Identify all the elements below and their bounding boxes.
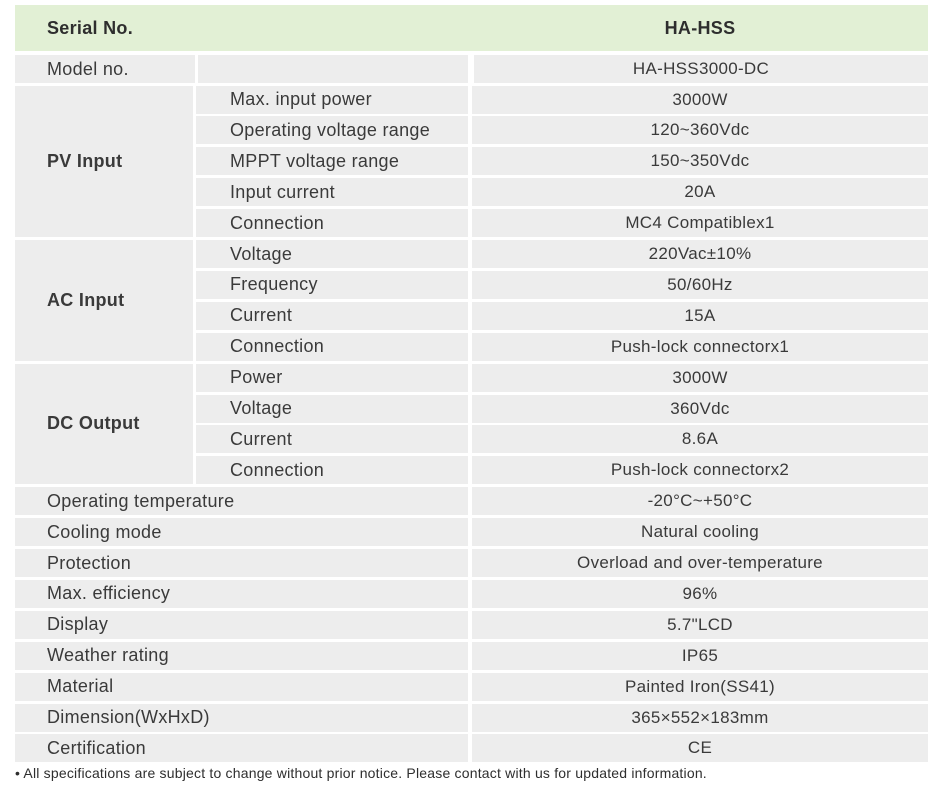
spec-label: Max. efficiency xyxy=(15,580,468,608)
spec-value: IP65 xyxy=(472,642,928,670)
spec-label: Power xyxy=(196,364,468,392)
model-value: HA-HSS3000-DC xyxy=(474,55,928,83)
spec-value: Overload and over-temperature xyxy=(472,549,928,577)
spec-label: MPPT voltage range xyxy=(196,147,468,175)
spec-label: Connection xyxy=(196,456,468,484)
spec-label: Operating voltage range xyxy=(196,116,468,144)
footnote: • All specifications are subject to change without prior notice. Please contact with us for updated information. xyxy=(15,765,707,781)
spec-value: Natural cooling xyxy=(472,518,928,546)
spec-value: 20A xyxy=(472,178,928,206)
spec-value: 96% xyxy=(472,580,928,608)
spec-value: Painted Iron(SS41) xyxy=(472,673,928,701)
spec-label: Input current xyxy=(196,178,468,206)
spec-value: CE xyxy=(472,734,928,762)
spec-label: Max. input power xyxy=(196,86,468,114)
model-spacer xyxy=(198,55,468,83)
spec-label: Operating temperature xyxy=(15,487,468,515)
spec-value: 360Vdc xyxy=(472,395,928,423)
spec-label: Material xyxy=(15,673,468,701)
spec-table xyxy=(15,5,928,759)
spec-value: Push-lock connectorx1 xyxy=(472,333,928,361)
spec-value: MC4 Compatiblex1 xyxy=(472,209,928,237)
spec-label: Certification xyxy=(15,734,468,762)
spec-label: Cooling mode xyxy=(15,518,468,546)
spec-value: Push-lock connectorx2 xyxy=(472,456,928,484)
spec-label: Dimension(WxHxD) xyxy=(15,704,468,732)
spec-label: Frequency xyxy=(196,271,468,299)
spec-label: Weather rating xyxy=(15,642,468,670)
spec-value: 15A xyxy=(472,302,928,330)
spec-label: Voltage xyxy=(196,240,468,268)
spec-value: 3000W xyxy=(472,364,928,392)
spec-value: 220Vac±10% xyxy=(472,240,928,268)
spec-value: 3000W xyxy=(472,86,928,114)
group-label: PV Input xyxy=(15,86,193,238)
spec-value: 5.7"LCD xyxy=(472,611,928,639)
spec-label: Protection xyxy=(15,549,468,577)
spec-label: Current xyxy=(196,302,468,330)
spec-value: 150~350Vdc xyxy=(472,147,928,175)
group-label: DC Output xyxy=(15,364,193,485)
spec-label: Display xyxy=(15,611,468,639)
spec-label: Current xyxy=(196,425,468,453)
spec-value: -20°C~+50°C xyxy=(472,487,928,515)
spec-label: Voltage xyxy=(196,395,468,423)
group-label: AC Input xyxy=(15,240,193,361)
spec-label: Connection xyxy=(196,209,468,237)
spec-value: 120~360Vdc xyxy=(472,116,928,144)
model-label: Model no. xyxy=(15,55,195,83)
spec-value: 50/60Hz xyxy=(472,271,928,299)
header-model-series: HA-HSS xyxy=(664,17,736,38)
spec-value: 8.6A xyxy=(472,425,928,453)
spec-label: Connection xyxy=(196,333,468,361)
spec-value: 365×552×183mm xyxy=(472,704,928,732)
header-serial-label: Serial No. xyxy=(47,17,134,38)
